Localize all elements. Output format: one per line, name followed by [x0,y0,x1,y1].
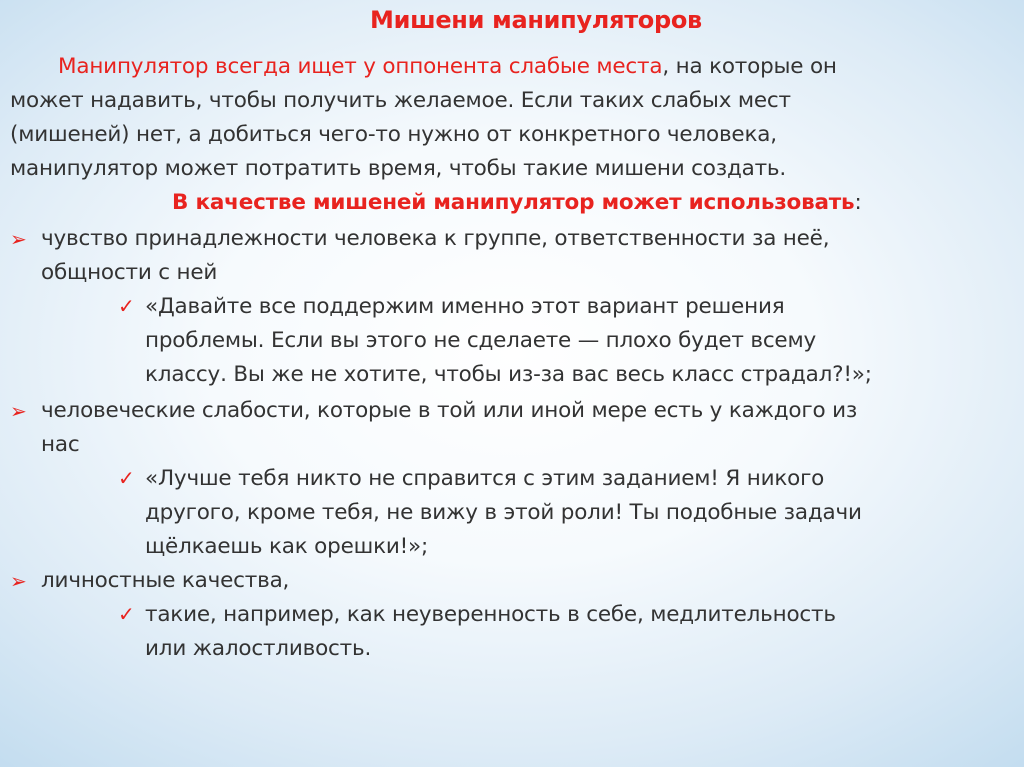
check-icon: ✓ [118,602,135,626]
check-icon: ✓ [118,466,135,490]
intro-line-3: (мишеней) нет, а добиться чего-то нужно от конкретного человека, [10,122,777,147]
sub-item-2-line-2: другого, кроме тебя, не вижу в этой роли! Ты подобные задачи [145,500,862,525]
list-item-1-line-2: общности с ней [41,260,218,285]
list-item-2-line-2: нас [41,432,80,457]
bullet-arrow-icon: ➢ [10,399,27,423]
bullet-arrow-icon: ➢ [10,227,27,251]
bullet-arrow-icon: ➢ [10,569,27,593]
sub-item-2-line-1: «Лучше тебя никто не справится с этим заданием! Я никого [145,466,825,491]
list-item-3-line-1: личностные качества, [41,568,290,593]
intro-line-1 [58,56,837,78]
list-item-2-line-1: человеческие слабости, которые в той или иной мере есть у каждого из [41,398,858,423]
sub-item-3-line-1: такие, например, как неуверенность в себе, медлительность [145,602,836,627]
sub-item-1-line-2: проблемы. Если вы этого не сделаете — плохо будет всему [145,328,817,353]
intro-lead: Манипулятор всегда ищет у оппонента слабые места [58,54,663,79]
sub-item-1-line-3: классу. Вы же не хотите, чтобы из-за вас весь класс страдал?!»; [145,362,872,387]
sub-item-3-line-2: или жалостливость. [145,636,372,661]
subheading-text: В качестве мишеней манипулятор может использовать [172,190,855,215]
sub-item-1-line-1: «Давайте все поддержим именно этот вариант решения [145,294,785,319]
slide-title: Мишени манипуляторов [370,6,702,34]
subheading [172,192,862,214]
intro-line-2: может надавить, чтобы получить желаемое. Если таких слабых мест [10,88,791,113]
intro-line-1-rest: , на которые он [662,54,837,79]
subheading-colon: : [854,190,862,215]
intro-line-4: манипулятор может потратить время, чтобы такие мишени создать. [10,156,787,181]
list-item-1-line-1: чувство принадлежности человека к группе, ответственности за неё, [41,226,830,251]
sub-item-2-line-3: щёлкаешь как орешки!»; [145,534,429,559]
check-icon: ✓ [118,294,135,318]
